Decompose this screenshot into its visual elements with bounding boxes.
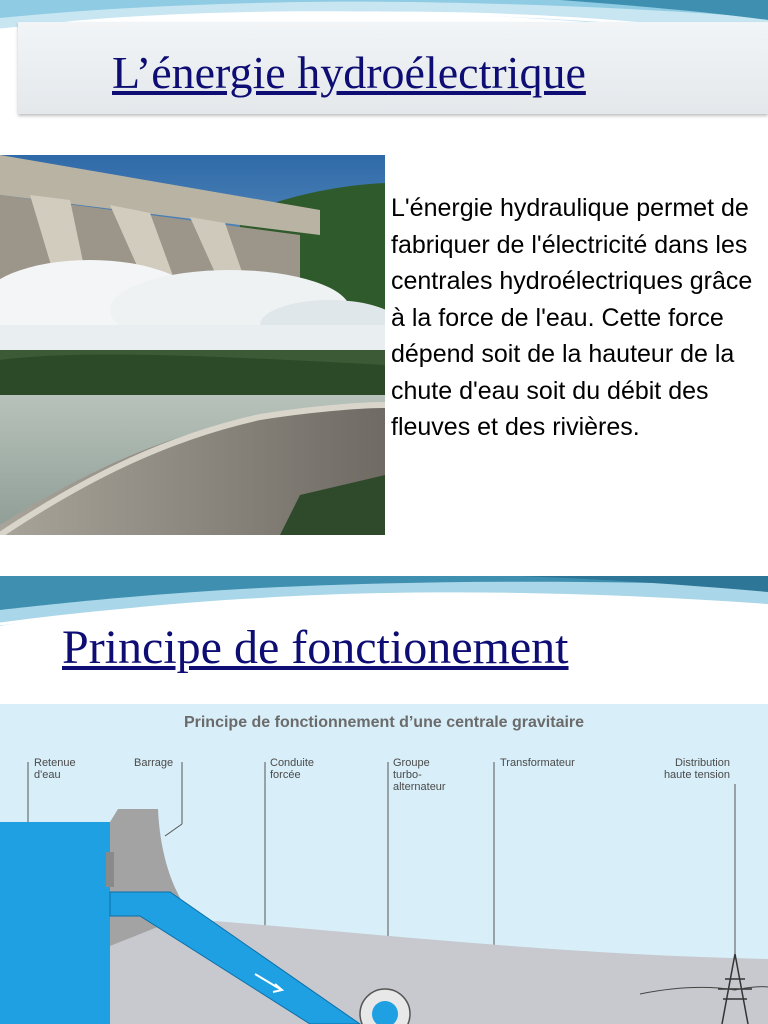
power-plant-diagram	[0, 704, 768, 1024]
label-line: Barrage	[134, 757, 174, 769]
body-paragraph: L'énergie hydraulique permet de fabriquer de l'électricité dans les centrales hydroélectriques grâce à la force de l'eau. Cette force dépend soit de la hauteur de la chute d'eau soit du débit des fleuves et des rivières.	[391, 194, 753, 441]
label-groupe	[393, 757, 446, 793]
label-line: Distribution	[674, 757, 730, 769]
slide-gap	[0, 560, 768, 576]
label-line: alternateur	[393, 781, 446, 793]
slide-2	[0, 576, 768, 1024]
label-line: turbo-	[393, 769, 422, 781]
label-line: Conduite	[270, 757, 315, 769]
slide-title: Principe de fonctionement	[62, 621, 569, 674]
label-conduite	[270, 757, 314, 781]
label-line: Groupe	[393, 757, 430, 769]
slide-title: L’énergie hydroélectrique	[112, 47, 586, 98]
label-transformateur	[500, 757, 575, 769]
diagram-title: Principe de fonctionnement d’une centrale gravitaire	[183, 714, 585, 731]
label-barrage	[134, 757, 173, 769]
label-line: Transformateur	[500, 757, 575, 769]
label-line: d'eau	[34, 769, 61, 781]
label-retenue	[34, 757, 76, 781]
dam-photo	[0, 155, 385, 535]
label-line: haute tension	[663, 769, 730, 781]
label-distribution	[650, 757, 730, 781]
label-line: Retenue	[34, 757, 76, 769]
label-line: forcée	[270, 769, 301, 781]
